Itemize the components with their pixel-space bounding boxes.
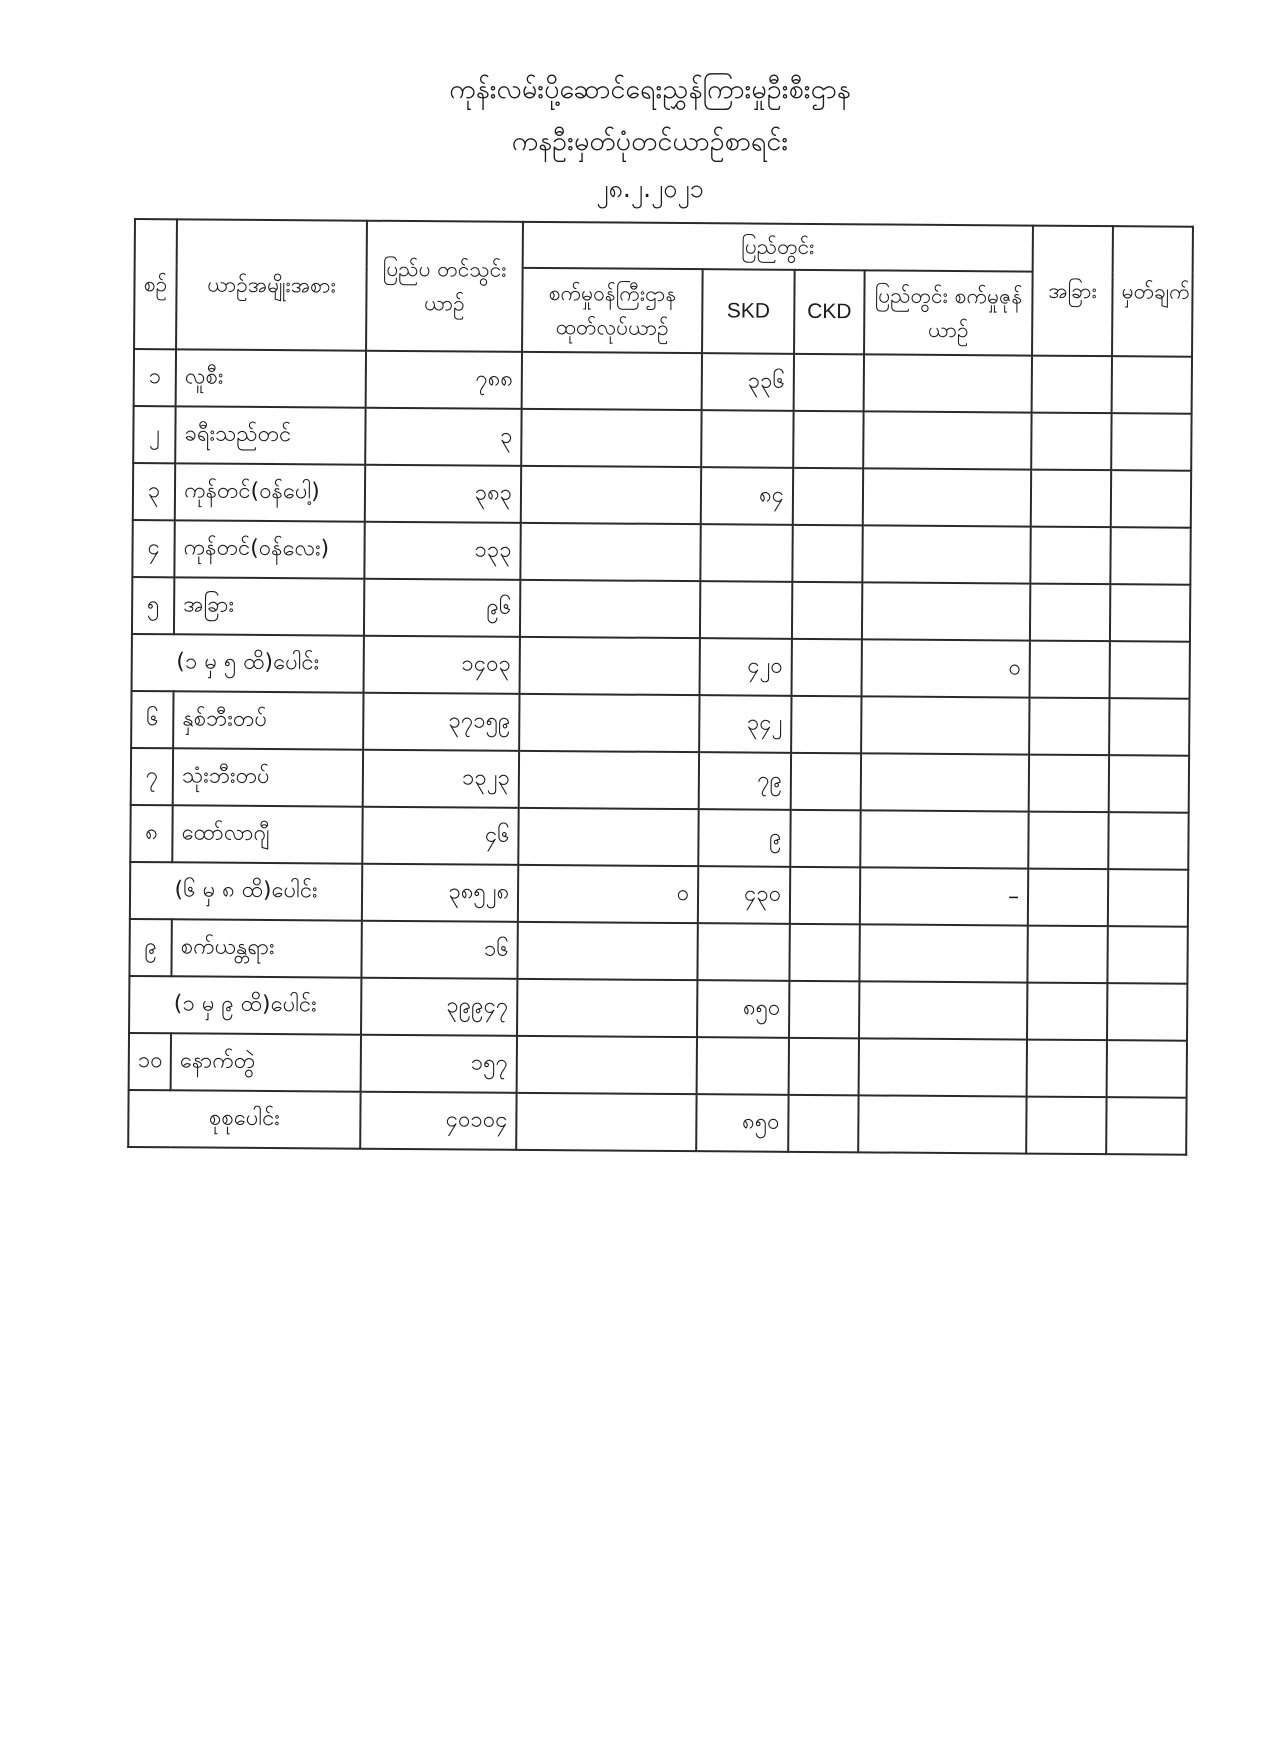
cell-other xyxy=(1029,698,1109,756)
cell-no: ၆ xyxy=(131,691,173,748)
cell-domestic-factory: ၀ xyxy=(862,639,1030,697)
table-row xyxy=(132,520,1190,585)
column-header-remark: မှတ်ချက် xyxy=(1112,226,1193,357)
cell-factory-produced xyxy=(520,637,700,695)
cell-ckd xyxy=(792,525,862,583)
column-header-factory-produced: စက်မှုဝန်ကြီးဌာန ထုတ်လုပ်ယာဉ် xyxy=(522,268,703,353)
cell-domestic-factory xyxy=(864,354,1032,412)
cell-domestic-factory xyxy=(863,468,1031,526)
cell-skd xyxy=(700,581,792,639)
table-row xyxy=(131,748,1189,813)
cell-no: ၂ xyxy=(133,406,175,463)
cell-skd xyxy=(700,524,792,582)
table-row xyxy=(130,805,1188,870)
cell-imported: ၁၃၃ xyxy=(364,522,520,580)
cell-other xyxy=(1028,869,1108,927)
cell-remark xyxy=(1110,641,1190,699)
cell-other xyxy=(1030,527,1110,585)
cell-remark xyxy=(1107,926,1187,984)
subtotal-label: (၁ မှ ၅ ထိ)ပေါင်း xyxy=(132,634,364,693)
subtotal-row xyxy=(130,862,1188,927)
cell-vehicle-type: ခရီးသည်တင် xyxy=(175,406,365,464)
cell-other xyxy=(1028,812,1108,870)
cell-other xyxy=(1030,584,1110,642)
cell-ckd xyxy=(791,753,861,811)
cell-other xyxy=(1027,983,1107,1041)
cell-domestic-factory xyxy=(861,753,1029,811)
cell-other xyxy=(1026,1097,1106,1155)
table-row xyxy=(131,691,1189,756)
table-row xyxy=(132,577,1190,642)
cell-remark xyxy=(1108,869,1188,927)
cell-ckd xyxy=(793,468,863,526)
cell-vehicle-type: ကုန်တင်(ဝန်ပေါ့) xyxy=(175,463,365,521)
cell-imported: ၄၀၁၀၄ xyxy=(360,1092,516,1150)
cell-vehicle-type: ထော်လာဂျီ xyxy=(172,805,362,863)
cell-skd: ၈၄ xyxy=(701,467,793,525)
cell-no: ၁၀ xyxy=(129,1033,171,1090)
column-header-domestic-group: ပြည်တွင်း xyxy=(523,222,1033,272)
cell-ckd xyxy=(788,1095,858,1153)
table-row xyxy=(133,463,1191,528)
cell-domestic-factory xyxy=(861,696,1029,754)
cell-no: ၄ xyxy=(132,520,174,577)
column-header-no: စဉ် xyxy=(134,219,177,349)
vehicle-registration-table xyxy=(127,218,1194,1156)
subtotal-row xyxy=(129,976,1187,1041)
cell-remark xyxy=(1111,470,1191,528)
cell-domestic-factory xyxy=(859,981,1027,1039)
cell-factory-produced xyxy=(522,352,702,410)
cell-domestic-factory xyxy=(863,411,1031,469)
cell-no: ၁ xyxy=(134,349,176,406)
cell-domestic-factory xyxy=(859,924,1027,982)
cell-remark xyxy=(1109,698,1189,756)
cell-imported: ၉၆ xyxy=(364,579,520,637)
cell-no: ၇ xyxy=(131,748,173,805)
cell-imported: ၁၄၀၃ xyxy=(364,636,520,694)
cell-remark xyxy=(1110,584,1190,642)
cell-ckd xyxy=(794,354,864,412)
cell-factory-produced xyxy=(517,922,697,980)
cell-other xyxy=(1027,926,1107,984)
cell-ckd xyxy=(792,582,862,640)
table-row xyxy=(133,406,1191,471)
cell-factory-produced xyxy=(516,1093,696,1151)
cell-domestic-factory xyxy=(862,582,1030,640)
cell-factory-produced xyxy=(519,751,699,809)
subtotal-label: (၁ မှ ၉ ထိ)ပေါင်း xyxy=(129,976,361,1035)
cell-skd: ၃၄၂ xyxy=(699,695,791,753)
cell-skd: ၇၉ xyxy=(699,752,791,810)
cell-domestic-factory xyxy=(859,1038,1027,1096)
cell-skd: ၄၃၀ xyxy=(698,866,790,924)
cell-remark xyxy=(1107,983,1187,1041)
cell-vehicle-type: နှစ်ဘီးတပ် xyxy=(173,691,363,749)
cell-vehicle-type: ကုန်တင်(ဝန်လေး) xyxy=(174,520,364,578)
cell-factory-produced xyxy=(521,409,701,467)
cell-vehicle-type: လူစီး xyxy=(176,349,366,407)
cell-vehicle-type: နောက်တွဲ xyxy=(171,1033,361,1091)
cell-other xyxy=(1029,755,1109,813)
cell-remark xyxy=(1112,356,1192,414)
cell-ckd xyxy=(792,639,862,697)
cell-imported: ၄၆ xyxy=(362,807,518,865)
cell-vehicle-type: သုံးဘီးတပ် xyxy=(173,748,363,806)
subtotal-label: စုစုပေါင်း xyxy=(128,1090,360,1149)
column-header-vehicle-type: ယာဉ်အမျိုးအစား xyxy=(176,219,367,350)
cell-other xyxy=(1030,641,1110,699)
cell-domestic-factory xyxy=(858,1095,1026,1153)
cell-vehicle-type: စက်ယန္တရား xyxy=(171,919,361,977)
column-header-imported: ပြည်ပ တင်သွင်းယာဉ် xyxy=(366,221,523,352)
cell-imported: ၃၈၃ xyxy=(365,465,521,523)
subtotal-row xyxy=(132,634,1190,699)
cell-no: ၅ xyxy=(132,577,174,634)
cell-factory-produced xyxy=(520,580,700,638)
cell-factory-produced xyxy=(521,466,701,524)
cell-ckd xyxy=(790,867,860,925)
table-row xyxy=(129,919,1187,984)
cell-other xyxy=(1027,1040,1107,1098)
report-date: ၂၈.၂.၂၀၂၁ xyxy=(596,174,704,203)
cell-imported: ၁၅၇ xyxy=(361,1035,517,1093)
cell-factory-produced xyxy=(517,979,697,1037)
column-header-other: အခြား xyxy=(1032,226,1113,357)
cell-other xyxy=(1031,470,1111,528)
cell-other xyxy=(1032,356,1112,414)
cell-no: ၈ xyxy=(130,805,172,862)
cell-no: ၃ xyxy=(133,463,175,520)
cell-domestic-factory: – xyxy=(860,867,1028,925)
cell-factory-produced xyxy=(517,1036,697,1094)
cell-imported: ၇၈၈ xyxy=(366,351,522,409)
cell-remark xyxy=(1108,812,1188,870)
cell-imported: ၃၇၁၅၉ xyxy=(363,693,519,751)
cell-skd xyxy=(701,410,793,468)
cell-ckd xyxy=(789,924,859,982)
column-header-skd: SKD xyxy=(702,269,795,354)
cell-ckd xyxy=(789,981,859,1039)
cell-imported: ၁၆ xyxy=(361,921,517,979)
cell-skd: ၄၂၀ xyxy=(700,638,792,696)
cell-skd: ၈၅၀ xyxy=(697,980,789,1038)
cell-ckd xyxy=(790,810,860,868)
cell-skd: ၃၃၆ xyxy=(702,353,794,411)
cell-skd: ၉ xyxy=(698,809,790,867)
cell-skd: ၈၅၀ xyxy=(696,1094,788,1152)
page-subtitle: ကနဦးမှတ်ပုံတင်ယာဉ်စာရင်း xyxy=(511,126,789,157)
table-row xyxy=(129,1033,1187,1098)
cell-domestic-factory xyxy=(862,525,1030,583)
page-title: ကုန်းလမ်းပို့ဆောင်ရေးညွှန်ကြားမှုဦးစီးဌာန xyxy=(449,74,851,105)
cell-other xyxy=(1031,413,1111,471)
cell-ckd xyxy=(793,411,863,469)
column-header-domestic-factory: ပြည်တွင်း စက်မှုဇုန်ယာဉ် xyxy=(864,270,1033,355)
cell-vehicle-type: အခြား xyxy=(174,577,364,635)
cell-imported: ၃၉၉၄၇ xyxy=(361,978,517,1036)
cell-domestic-factory xyxy=(860,810,1028,868)
cell-factory-produced xyxy=(519,694,699,752)
column-header-ckd: CKD xyxy=(794,270,865,355)
cell-imported: ၃ xyxy=(365,408,521,466)
cell-skd xyxy=(697,1037,789,1095)
cell-factory-produced xyxy=(520,523,700,581)
cell-imported: ၃၈၅၂၈ xyxy=(362,864,518,922)
cell-remark xyxy=(1111,413,1191,471)
table-body xyxy=(128,349,1192,1155)
cell-ckd xyxy=(791,696,861,754)
cell-skd xyxy=(697,923,789,981)
cell-remark xyxy=(1107,1040,1187,1098)
cell-remark xyxy=(1109,755,1189,813)
cell-ckd xyxy=(789,1038,859,1096)
cell-remark xyxy=(1110,527,1190,585)
table-row xyxy=(134,349,1192,414)
cell-imported: ၁၃၂၃ xyxy=(363,750,519,808)
cell-factory-produced: ၀ xyxy=(518,865,698,923)
subtotal-row xyxy=(128,1090,1186,1155)
subtotal-label: (၆ မှ ၈ ထိ)ပေါင်း xyxy=(130,862,362,921)
cell-remark xyxy=(1106,1097,1186,1155)
cell-factory-produced xyxy=(518,808,698,866)
cell-no: ၉ xyxy=(129,919,171,976)
